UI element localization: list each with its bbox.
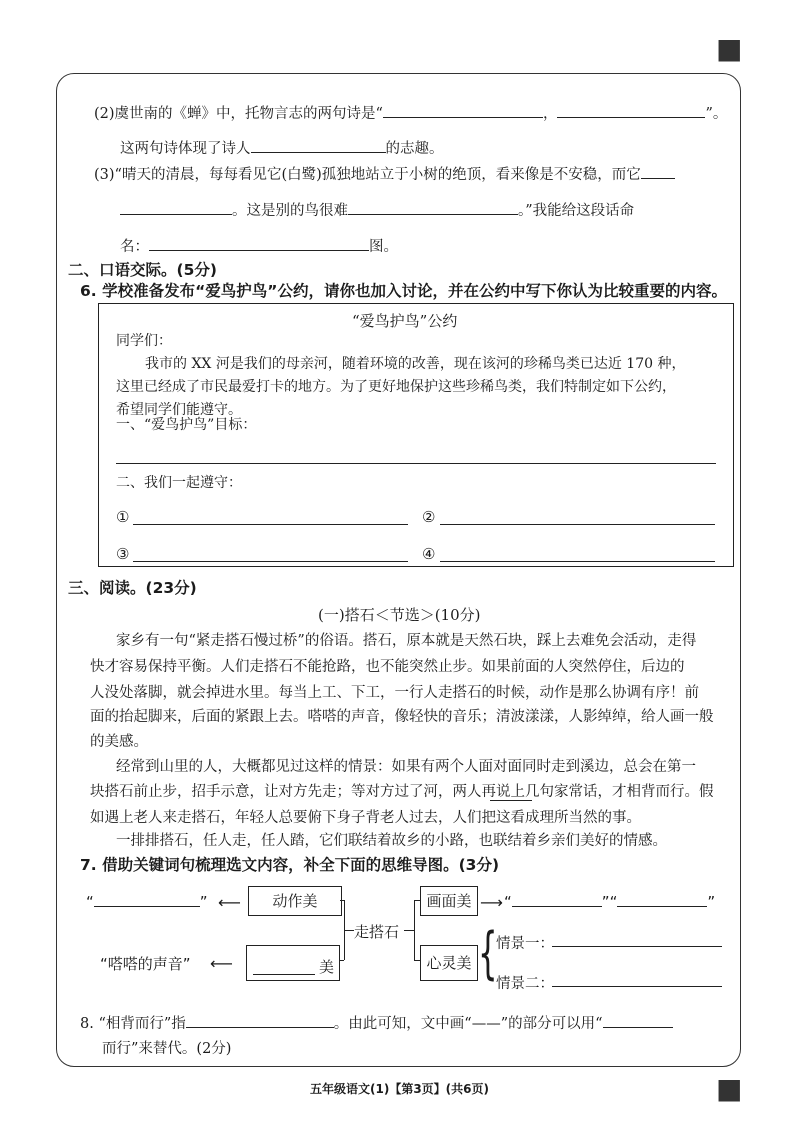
page-frame (56, 73, 741, 1067)
node-sound-beauty (246, 945, 340, 981)
passage-line-7: 块搭石前止步，招手示意，让对方先走；等对方过了河，两人再说上几句家常话，才相背而行。假 (90, 784, 714, 800)
section-3-title: 三、阅读。(23分) (68, 579, 197, 597)
connector (340, 960, 344, 961)
convention-title: “爱鸟护鸟”公约 (352, 312, 458, 330)
comma: ， (542, 106, 558, 122)
convention-greeting: 同学们： (116, 333, 172, 349)
q8-text-2: 。由此可知，文中画“——”的部分可以用“ (333, 1016, 603, 1032)
answer-blank[interactable] (617, 892, 707, 907)
rule-answer-line-2[interactable] (440, 524, 715, 525)
q5-line-2b (120, 137, 444, 158)
passage-line-3: 人没处落脚，就会掉进水里。每当上工、下工，一行人走搭石的时候，动作是那么协调有序！前 (90, 685, 699, 701)
mm-blank-picture (504, 892, 715, 911)
connector (404, 930, 414, 931)
q5-line-3b (120, 199, 634, 220)
reading-subtitle: (一)搭石＜节选＞(10分) (318, 606, 481, 624)
q5-p3c-end: 图。 (369, 239, 398, 255)
answer-blank[interactable] (186, 1013, 334, 1028)
q6-text: 6. 学校准备发布“爱鸟护鸟”公约，请你也加入讨论，并在公约中写下你认为比较重要的内容。 (80, 282, 727, 300)
rule-marker-4: ④ (422, 545, 436, 563)
convention-box (98, 303, 734, 567)
q8-line-1 (80, 1012, 673, 1033)
passage-line-8: 如遇上老人来走搭石，年轻人总要俯下身子背老人过去，人们把这看成理所当然的事。 (90, 810, 641, 826)
q5-p3-text: (3)“晴天的清晨，每每看见它(白鹭)孤独地站立于小树的绝顶，看来像是不安稳，而它 (94, 167, 641, 183)
rule-marker-1: ① (116, 508, 130, 526)
q5-p3c-text: 名： (120, 239, 149, 255)
convention-para-3: 希望同学们能遵守。 (116, 402, 242, 418)
quote-close: ” (707, 893, 716, 911)
scene-2-answer-line[interactable] (552, 986, 722, 987)
mei-label: 美 (319, 958, 335, 976)
q8-line-2: 而行”来替代。(2分) (102, 1041, 232, 1057)
page-footer: 五年级语文(1)【第3页】(共6页) (310, 1082, 489, 1096)
q5-line-2 (94, 102, 727, 123)
rule-answer-line-3[interactable] (133, 561, 408, 562)
answer-blank[interactable] (94, 892, 200, 907)
goal-answer-line[interactable] (116, 463, 716, 464)
mm-sound: “嗒嗒的声音” (100, 955, 191, 973)
rule-answer-line-1[interactable] (133, 524, 408, 525)
answer-blank[interactable] (641, 164, 675, 179)
answer-blank[interactable] (149, 236, 369, 251)
quote-close: ” (601, 893, 610, 911)
node-action: 动作美 (248, 886, 342, 916)
answer-blank[interactable] (253, 960, 315, 975)
corner-mark-top: ■ (716, 32, 743, 65)
answer-blank[interactable] (557, 103, 705, 118)
convention-goal-label: 一、“爱鸟护鸟”目标： (116, 417, 257, 433)
q5-p3b-text: 。这是别的鸟很难 (232, 203, 348, 219)
passage-line-5: 的美感。 (90, 734, 148, 750)
answer-blank[interactable] (383, 103, 543, 118)
passage-line-2: 快才容易保持平衡。人们走搭石不能抢路，也不能突然止步。如果前面的人突然停住，后边的 (90, 659, 685, 675)
q5-p3b-end: 。”我能给这段话命 (518, 203, 635, 219)
rule-marker-2: ② (422, 508, 436, 526)
quote-open: “ (86, 893, 94, 911)
answer-blank[interactable] (603, 1013, 673, 1028)
rule-marker-3: ③ (116, 545, 130, 563)
connector (414, 900, 415, 960)
answer-blank[interactable] (348, 200, 518, 215)
q5-p2b-end: 的志趣。 (385, 141, 444, 157)
quote-end: ”。 (705, 106, 728, 122)
q5-line-3c (120, 235, 398, 256)
answer-blank[interactable] (251, 138, 386, 153)
node-heart: 心灵美 (420, 945, 478, 981)
answer-blank[interactable] (512, 892, 602, 907)
passage-line-9: 一排排搭石，任人走，任人踏，它们联结着故乡的小路，也联结着乡亲们美好的情感。 (116, 833, 667, 849)
corner-mark-bottom: ■ (716, 1072, 743, 1105)
connector (340, 900, 344, 901)
scene-2-label: 情景二： (496, 976, 554, 992)
node-picture: 画面美 (420, 886, 478, 916)
passage-line-4: 面的抬起脚来，后面的紧跟上去。嗒嗒的声音，像轻快的音乐；清波漾漾，人影绰绰，给人画一般 (90, 709, 714, 725)
passage-line-6: 经常到山里的人，大概都见过这样的情景：如果有两个人面对面同时走到溪边，总会在第一 (116, 759, 696, 775)
convention-para-2: 这里已经成了市民最爱打卡的地方。为了更好地保护这些珍稀鸟类，我们特制定如下公约， (116, 379, 676, 395)
passage-line-1: 家乡有一句“紧走搭石慢过桥”的俗语。搭石，原本就是天然石块，踩上去难免会活动，走得 (116, 633, 697, 649)
answer-blank[interactable] (120, 200, 232, 215)
connector (344, 930, 354, 931)
q7-text: 7. 借助关键词句梳理选文内容，补全下面的思维导图。(3分) (80, 856, 500, 874)
arrow-left-icon: ⟵ (210, 954, 233, 973)
q8-text: 8. “相背而行”指 (80, 1016, 186, 1032)
arrow-left-icon: ⟵ (218, 893, 241, 912)
q5-p2b-text: 这两句诗体现了诗人 (120, 141, 251, 157)
quote-close: ” (199, 893, 208, 911)
quote-open: “ (609, 893, 618, 911)
scene-1-answer-line[interactable] (552, 946, 722, 947)
convention-para-1: 我市的 XX 河是我们的母亲河，随着环境的改善，现在该河的珍稀鸟类已达近 170 种， (145, 356, 686, 372)
node-center: 走搭石 (354, 923, 400, 941)
q5-p2-text: (2)虞世南的《蝉》中，托物言志的两句诗是“ (94, 106, 383, 122)
quote-open: “ (504, 893, 512, 911)
section-2-title: 二、口语交际。(5分) (68, 261, 217, 279)
mm-blank-left (86, 892, 208, 911)
q5-line-3 (94, 163, 675, 184)
passage-underline (490, 800, 532, 801)
scene-1-label: 情景一： (496, 936, 554, 952)
convention-rules-label: 二、我们一起遵守： (116, 475, 242, 491)
rule-answer-line-4[interactable] (440, 561, 715, 562)
arrow-right-icon: ⟶ (480, 893, 503, 912)
brace-icon: { (478, 921, 498, 986)
